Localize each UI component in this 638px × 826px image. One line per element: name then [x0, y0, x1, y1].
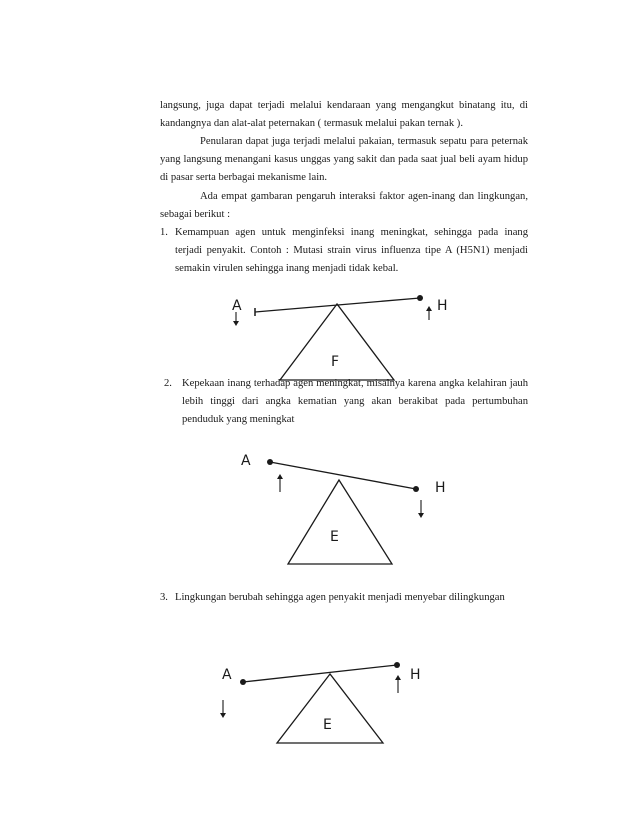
agent-point — [240, 679, 246, 685]
list-number: 2. — [164, 378, 172, 389]
arrow-down-icon — [418, 500, 424, 518]
diagram-3 — [220, 662, 421, 743]
fulcrum-label: E — [323, 717, 332, 733]
fulcrum-label: E — [330, 529, 339, 545]
arrow-up-icon — [277, 474, 283, 492]
list-text: Kemampuan agen untuk menginfeksi inang meningkat, sehingga pada inang terjadi penyakit. Contoh : Mutasi strain virus influenza tipe A (H5N1) menjadi semakin virulen sehingga inang menjadi tidak kebal. — [175, 227, 528, 275]
paragraph-1: langsung, juga dapat terjadi melalui kendaraan yang mengangkut binatang itu, di kandangnya dan alat-alat peternakan ( termasuk melalui pakan ternak ). — [160, 100, 528, 130]
arrow-down-icon — [220, 700, 226, 718]
host-label: H — [410, 667, 421, 683]
arrow-down-icon — [233, 312, 239, 326]
host-point — [417, 295, 423, 301]
fulcrum-label: F — [331, 354, 340, 370]
agent-label: A — [222, 667, 232, 683]
host-point — [413, 486, 419, 492]
agent-label: A — [232, 298, 242, 314]
paragraph-3: Ada empat gambaran pengaruh interaksi faktor agen-inang dan lingkungan, sebagai berikut : — [160, 191, 528, 221]
arrow-up-icon — [426, 306, 432, 320]
diagram-1 — [232, 295, 448, 380]
agent-point — [267, 459, 273, 465]
host-label: H — [437, 298, 448, 314]
balance-beam — [270, 462, 416, 489]
host-label: H — [435, 480, 446, 496]
fulcrum-triangle — [288, 480, 392, 564]
diagram-2 — [241, 453, 446, 564]
list-text: Kepekaan inang terhadap agen meningkat, misalnya karena angka kelahiran jauh lebih tinggi dari angka kematian yang akan berakibat pada pertumbuhan penduduk yang meningkat — [182, 378, 528, 426]
balance-beam — [243, 665, 397, 682]
list-number: 3. — [160, 592, 168, 603]
paragraph-2: Penularan dapat juga terjadi melalui pakaian, termasuk sepatu para peternak yang langsung menangani kasus unggas yang sakit dan pada saat jual beli ayam hidup di pasar serta berbagai mekanisme lain. — [160, 136, 528, 184]
list-number: 1. — [160, 227, 168, 238]
list-text: Lingkungan berubah sehingga agen penyakit menjadi menyebar dilingkungan — [175, 592, 505, 603]
arrow-up-icon — [395, 675, 401, 693]
agent-label: A — [241, 453, 251, 469]
host-point — [394, 662, 400, 668]
balance-beam — [255, 298, 420, 312]
